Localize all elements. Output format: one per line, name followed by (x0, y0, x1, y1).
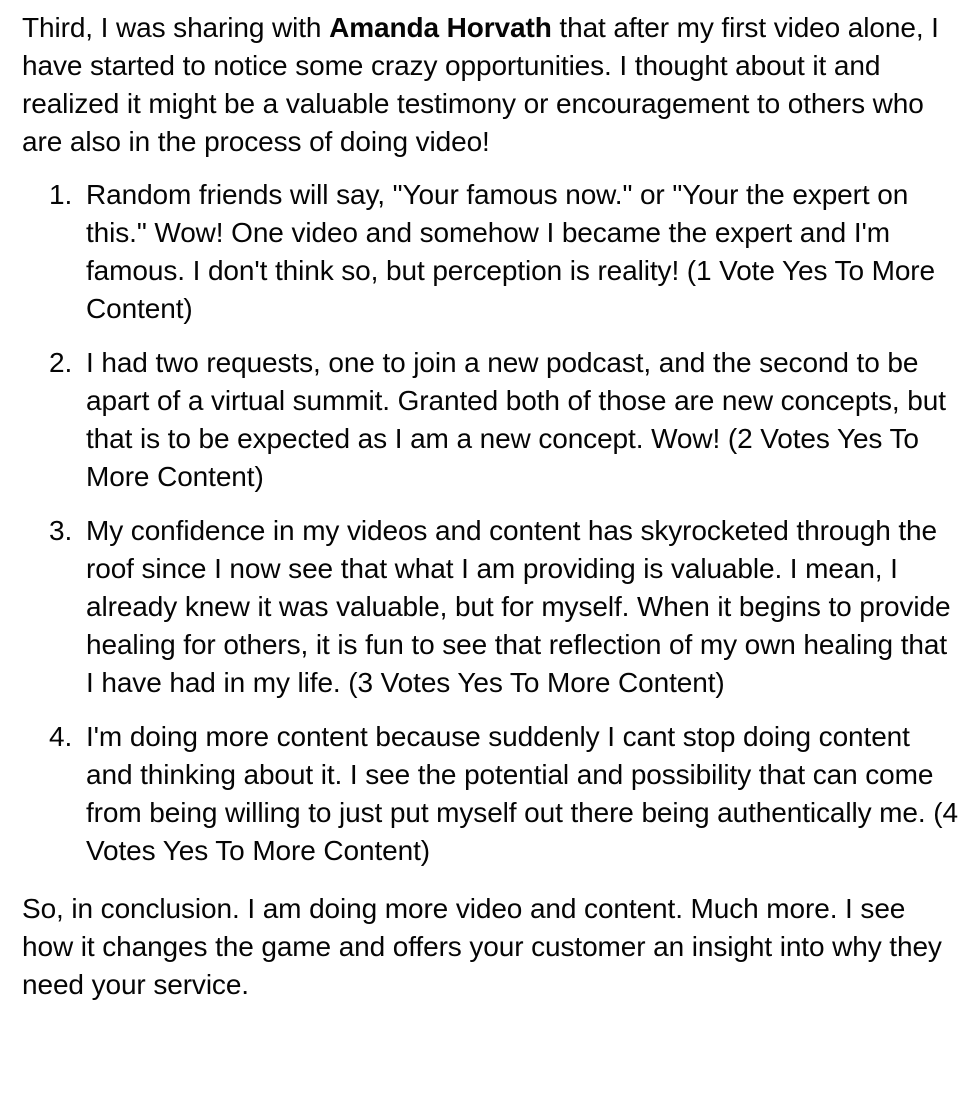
mention-link[interactable]: Amanda Horvath (329, 12, 552, 43)
list-item (22, 512, 962, 702)
intro-text-after: that after my first video alone, I have started to notice some crazy opportunities. I thought about it and realized it might be a valuable testimony or encouragement to others who are also in the process of doing video! (22, 12, 939, 157)
list-item (22, 176, 962, 328)
list-item-text: My confidence in my videos and content has skyrocketed through the roof since I now see that what I am providing is valuable. I mean, I already knew it was valuable, but for myself. When it begins to provide healing for others, it is fun to see that reflection of my own healing that I have had in my life. (3 Votes Yes To More Content) (86, 515, 951, 698)
conclusion-paragraph: So, in conclusion. I am doing more video and content. Much more. I see how it changes the game and offers your customer an insight into why they need your service. (22, 893, 942, 1000)
list-item-text: I'm doing more content because suddenly I cant stop doing content and thinking about it. I see the potential and possibility that can come from being willing to just put myself out there being authentically me. (4 Votes Yes To More Content) (86, 721, 958, 866)
list-item-text: Random friends will say, "Your famous now." or "Your the expert on this." Wow! One video and somehow I became the expert and I'm famous. I don't think so, but perception is reality! (1 Vote Yes To More Content) (86, 179, 936, 324)
list-item-text: I had two requests, one to join a new podcast, and the second to be apart of a virtual summit. Granted both of those are new concepts, but that is to be expected as I am a new concept. Wow! (2 Votes Yes To More Content) (86, 347, 946, 492)
list-item-number: 2. (49, 347, 73, 378)
post-body (22, 9, 962, 1004)
list-item-number: 1. (49, 179, 73, 210)
list-item (22, 718, 962, 870)
list-item (22, 344, 962, 496)
intro-paragraph (22, 9, 962, 161)
list-item-number: 4. (49, 721, 73, 752)
list-item-number: 3. (49, 515, 73, 546)
numbered-list (22, 176, 962, 870)
intro-text-before: Third, I was sharing with (22, 12, 330, 43)
